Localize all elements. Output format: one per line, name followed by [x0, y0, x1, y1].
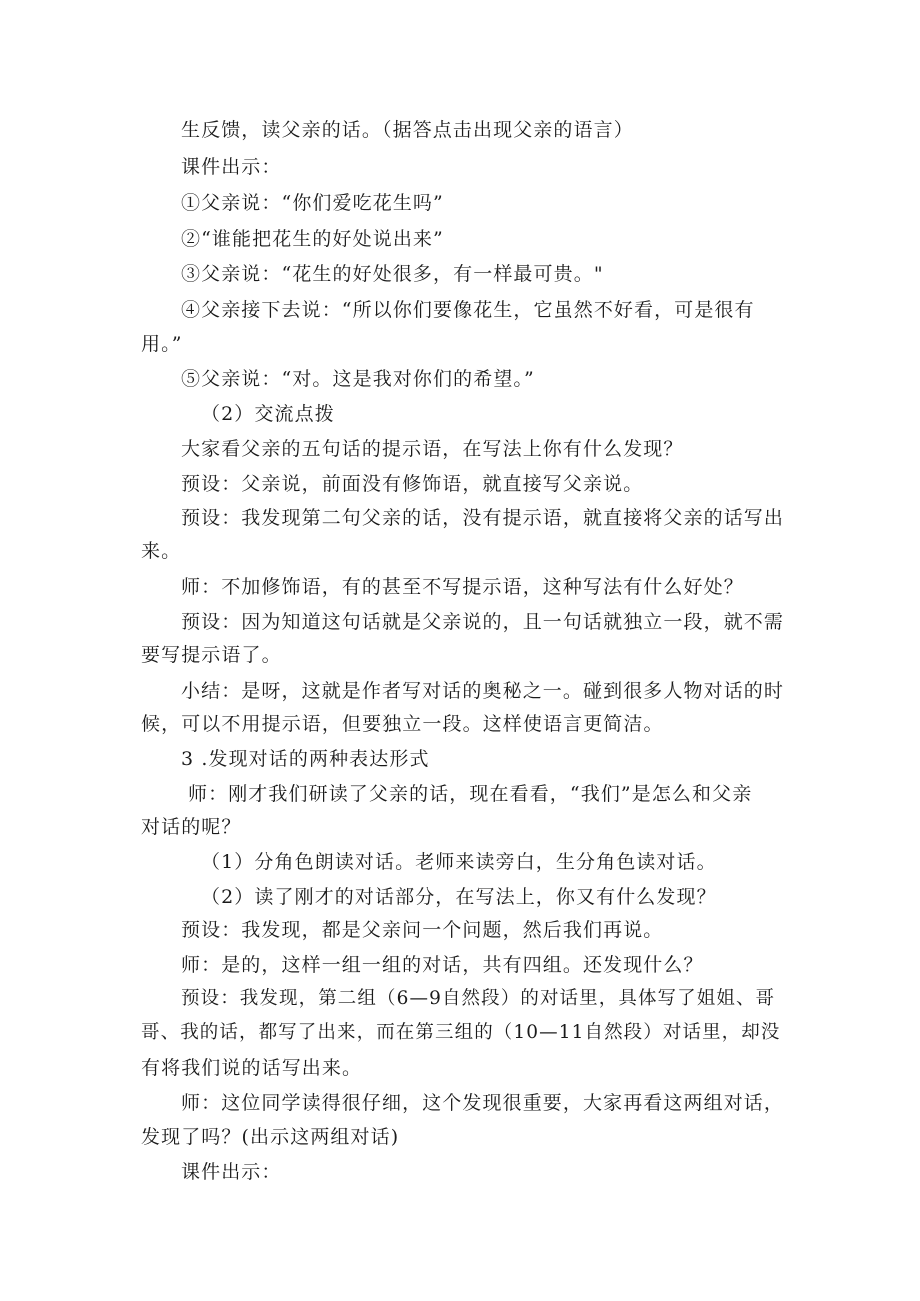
- text-line: 3 .发现对话的两种表达形式: [181, 748, 430, 770]
- text-line: 大家看父亲的五句话的提示语，在写法上你有什么发现？: [181, 438, 684, 460]
- text-line: 师：不加修饰语，有的甚至不写提示语，这种写法有什么好处？: [181, 576, 744, 598]
- text-line: 发现了吗？(出示这两组对话): [141, 1126, 400, 1148]
- text-line: 用。”: [141, 333, 183, 355]
- text-line: 师：刚才我们研读了父亲的话，现在看看，“我们”是怎么和父亲: [188, 783, 753, 805]
- text-line: 课件出示：: [181, 156, 282, 178]
- text-line: 候，可以不用提示语，但要独立一段。这样使语言更简洁。: [141, 713, 664, 735]
- text-line: ⑤父亲说：“对。这是我对你们的希望。”: [181, 368, 535, 390]
- text-line: ④父亲接下去说：“所以你们要像花生，它虽然不好看，可是很有: [181, 299, 755, 321]
- text-line: 有将我们说的话写出来。: [141, 1057, 363, 1079]
- text-line: 师：这位同学读得很仔细，这个发现很重要，大家再看这两组对话，: [181, 1092, 785, 1114]
- text-line: （2）交流点拨: [201, 403, 335, 425]
- text-line: 小结：是呀，这就是作者写对话的奥秘之一。碰到很多人物对话的时: [181, 680, 785, 702]
- text-line: （1）分角色朗读对话。老师来读旁白，生分角色读对话。: [201, 851, 717, 873]
- text-line: （2）读了刚才的对话部分，在写法上，你又有什么发现？: [201, 886, 717, 908]
- text-line: 预设：我发现，第二组（6—9自然段）的对话里，具体写了姐姐、哥: [181, 988, 776, 1009]
- text-line: ③父亲说：“花生的好处很多，有一样最可贵。": [181, 263, 604, 285]
- text-line: ②“谁能把花生的好处说出来”: [181, 228, 444, 250]
- text-line: 来。: [141, 540, 182, 562]
- text-line: 生反馈，读父亲的话。（据答点击出现父亲的语言）: [181, 119, 634, 141]
- text-line: 师：是的，这样一组一组的对话，共有四组。还发现什么？: [181, 954, 704, 976]
- text-line: 要写提示语了。: [141, 644, 282, 666]
- text-line: 预设：我发现，都是父亲问一个问题，然后我们再说。: [181, 919, 664, 941]
- text-line: 预设：因为知道这句话就是父亲说的，且一句话就独立一段，就不需: [181, 611, 785, 633]
- text-line: 哥、我的话，都写了出来，而在第三组的（10—11自然段）对话里，却没: [141, 1022, 781, 1043]
- text-line: ①父亲说：“你们爱吃花生吗”: [181, 192, 444, 214]
- text-line: 预设：父亲说，前面没有修饰语，就直接写父亲说。: [181, 473, 644, 495]
- text-line: 对话的呢？: [141, 816, 242, 838]
- text-line: 课件出示：: [181, 1161, 282, 1183]
- text-line: 预设：我发现第二句父亲的话，没有提示语，就直接将父亲的话写出: [181, 507, 785, 529]
